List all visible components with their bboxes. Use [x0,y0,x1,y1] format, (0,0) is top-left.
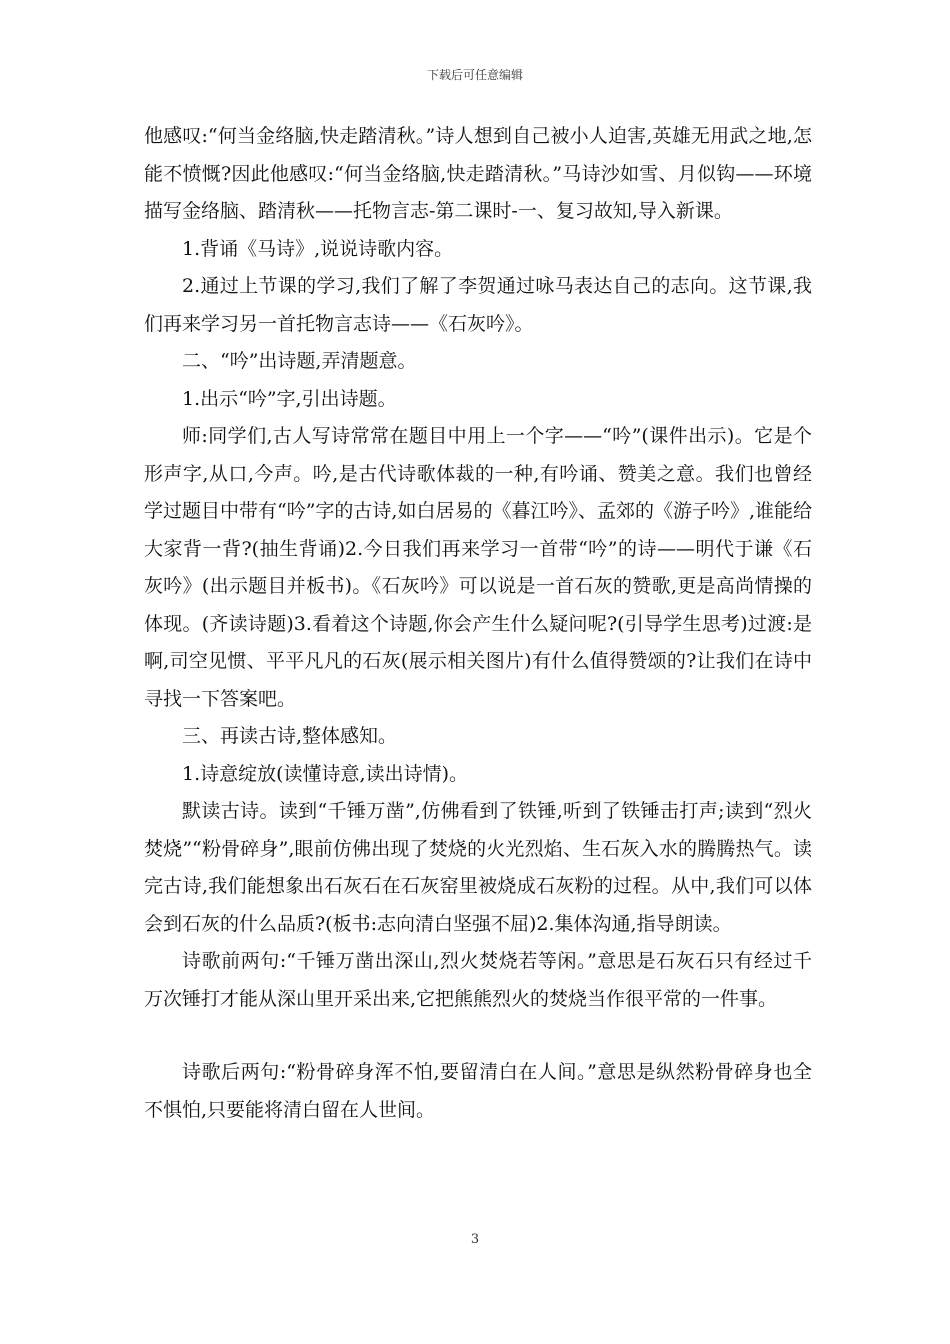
page-header: 下载后可任意编辑 [426,68,523,82]
paragraph-2: 1.背诵《马诗》,说说诗歌内容。 [182,237,454,260]
paragraph-6: 1.诗意绽放(读懂诗意,读出诗情)。 [182,762,468,785]
page-number: 3 [470,1232,480,1247]
paragraph-3: 2.通过上节课的学习,我们了解了李贺通过咏马表达自己的志向。这节课,我们再来学习另一首托物言志诗——《石灰吟》。 [144,275,812,335]
paragraph-9: 诗歌后两句:“粉骨碎身浑不怕,要留清白在人间。”意思是纵然粉骨碎身也全不惧怕,只要能将清白留在人世间。 [144,1061,812,1121]
paragraph-5: 师:同学们,古人写诗常常在题目中用上一个字——“吟”(课件出示)。它是个形声字,从口,今声。吟,是古代诗歌体裁的一种,有吟诵、赞美之意。我们也曾经学过题目中带有“吟”字的古诗,如白居易的《暮江吟》、孟郊的《游子吟》,谁能给大家背一背?(抽生背诵)2.今日我们再来学习一首带“吟”的诗——明代于谦《石灰吟》(出示题目并板书)。《石灰吟》可以说是一首石灰的赞歌,更是高尚情操的体现。(齐读诗题)3.看着这个诗题,你会产生什么疑问呢?(引导学生思考)过渡:是啊,司空见惯、平平凡凡的石灰(展示相关图片)有什么值得赞颂的?让我们在诗中寻找一下答案吧。 [144,425,813,710]
section-heading-3: 三、再读古诗,整体感知。 [182,725,398,747]
paragraph-4: 1.出示“吟”字,引出诗题。 [182,387,397,410]
section-heading-2: 二、“吟”出诗题,弄清题意。 [182,350,417,372]
paragraph-7: 默读古诗。读到“千锤万凿”,仿佛看到了铁锤,听到了铁锤击打声;读到“烈火焚烧”“粉骨碎身”,眼前仿佛出现了焚烧的火光烈焰、生石灰入水的腾腾热气。读完古诗,我们能想象出石灰石在石灰窑里被烧成石灰粉的过程。从中,我们可以体会到石灰的什么品质?(板书:志向清白坚强不屈)2.集体沟通,指导朗读。 [144,800,812,935]
paragraph-8: 诗歌前两句:“千锤万凿出深山,烈火焚烧若等闲。”意思是石灰石只有经过千万次锤打才能从深山里开采出来,它把熊熊烈火的焚烧当作很平常的一件事。 [144,950,812,1010]
paragraph-1: 他感叹:“何当金络脑,快走踏清秋。”诗人想到自己被小人迫害,英雄无用武之地,怎能不愤慨?因此他感叹:“何当金络脑,快走踏清秋。”马诗沙如雪、月似钩——环境描写金络脑、踏清秋——托物言志-第二课时-一、复习故知,导入新课。 [144,125,812,222]
document-body [144,118,812,1129]
